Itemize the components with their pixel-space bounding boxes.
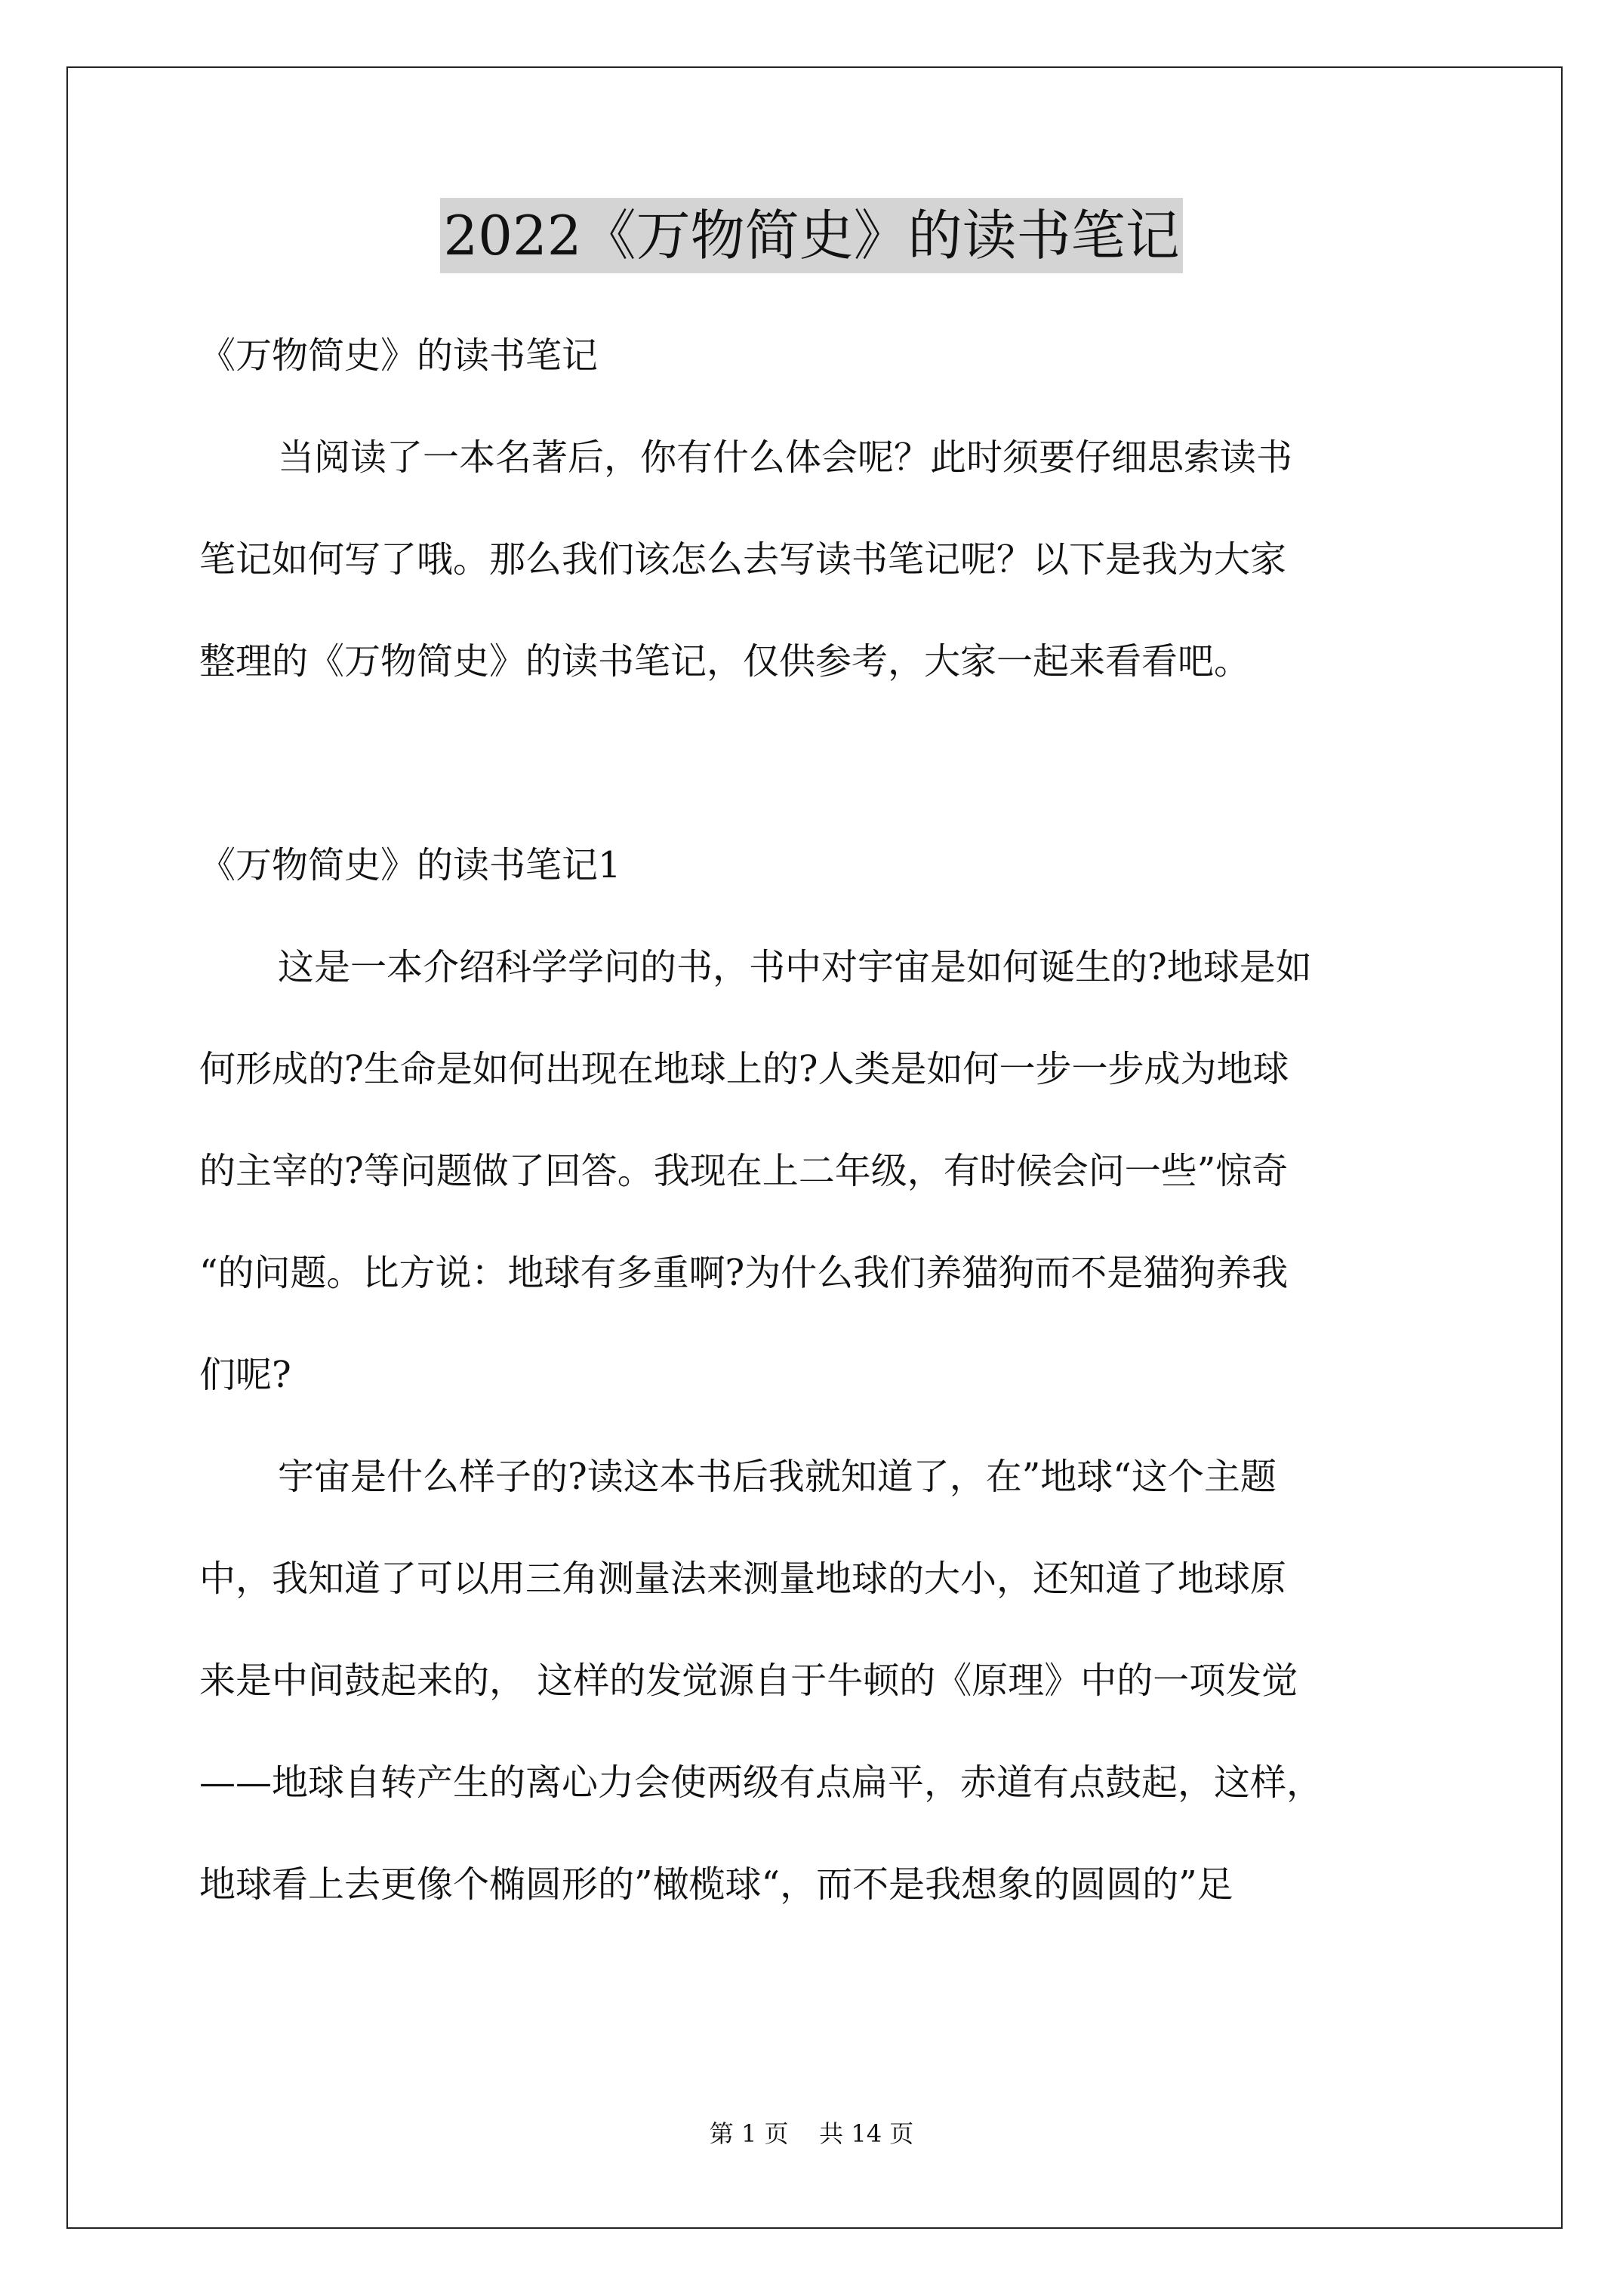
paragraph-line: 宇宙是什么样子的?读这本书后我就知道了，在”地球“这个主题 bbox=[278, 1456, 1277, 1498]
paragraph-line: 的主宰的?等问题做了回答。我现在上二年级，有时候会问一些”惊奇 bbox=[199, 1150, 1289, 1192]
paragraph-line: 这是一本介绍科学学问的书，书中对宇宙是如何诞生的?地球是如 bbox=[278, 946, 1312, 988]
section-gap bbox=[199, 713, 1437, 815]
title-container bbox=[0, 198, 1623, 273]
page-footer: 第 1 页 共 14 页 bbox=[709, 2119, 914, 2148]
paragraph-line: 中，我知道了可以用三角测量法来测量地球的大小，还知道了地球原 bbox=[199, 1558, 1287, 1600]
intro-line: 整理的《万物简史》的读书笔记，仅供参考，大家一起来看看吧。 bbox=[199, 640, 1251, 683]
subtitle: 《万物简史》的读书笔记 bbox=[199, 334, 599, 377]
document-title: 2022《万物简史》的读书笔记 bbox=[440, 198, 1182, 273]
paragraph-line: 地球看上去更像个椭圆形的”橄榄球“，而不是我想象的圆圆的”足 bbox=[199, 1863, 1233, 1906]
intro-line: 当阅读了一本名著后，你有什么体会呢？此时须要仔细思索读书 bbox=[278, 436, 1293, 479]
document-body bbox=[199, 305, 1437, 1936]
section-heading: 《万物简史》的读书笔记1 bbox=[199, 844, 621, 886]
paragraph-line: “的问题。比方说：地球有多重啊?为什么我们养猫狗而不是猫狗养我 bbox=[199, 1252, 1289, 1294]
intro-line: 笔记如何写了哦。那么我们该怎么去写读书笔记呢？以下是我为大家 bbox=[199, 538, 1287, 581]
paragraph-line: 们呢? bbox=[199, 1354, 291, 1396]
paragraph-line: 何形成的?生命是如何出现在地球上的?人类是如何一步一步成为地球 bbox=[199, 1048, 1289, 1090]
paragraph-line: 来是中间鼓起来的， 这样的发觉源自于牛顿的《原理》中的一项发觉 bbox=[199, 1660, 1298, 1702]
paragraph-line: ——地球自转产生的离心力会使两级有点扁平，赤道有点鼓起，这样， bbox=[199, 1761, 1323, 1804]
